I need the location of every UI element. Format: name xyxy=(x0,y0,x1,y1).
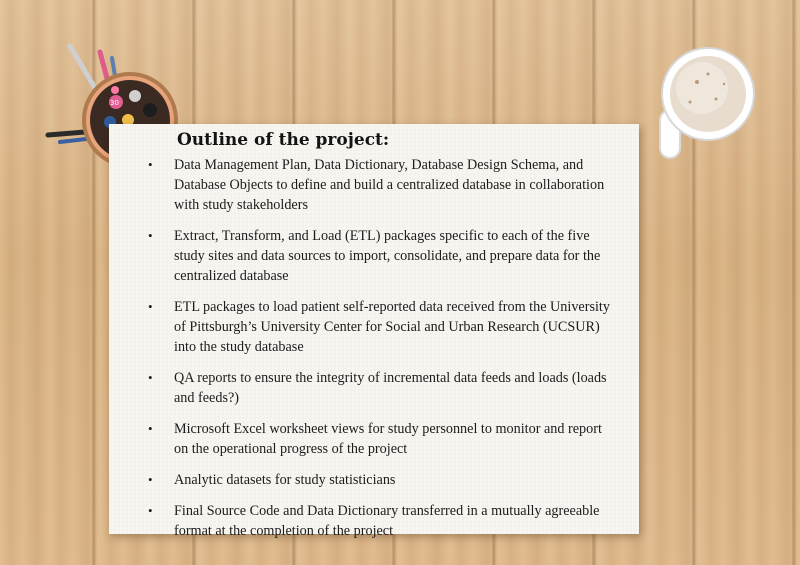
outline-title: Outline of the project: xyxy=(177,130,390,150)
bullet-icon: • xyxy=(148,421,153,436)
list-item xyxy=(149,297,615,357)
bullet-icon: • xyxy=(148,503,153,518)
bullet-icon: • xyxy=(148,370,153,385)
list-item-text: Analytic datasets for study statisticians xyxy=(174,472,396,488)
list-item xyxy=(149,368,615,408)
list-item-text: Extract, Transform, and Load (ETL) packages specific to each of the five study sites and data sources to import, consolidate, and prepare data for the centralized database xyxy=(174,228,601,284)
list-item xyxy=(149,155,615,215)
coffee-mug-icon xyxy=(650,44,765,164)
bullet-icon: • xyxy=(148,299,153,314)
list-item-text: Microsoft Excel worksheet views for study personnel to monitor and report on the operational progress of the project xyxy=(174,421,602,457)
list-item xyxy=(149,501,615,541)
list-item xyxy=(149,226,615,286)
list-item xyxy=(149,470,615,490)
list-item-text: Data Management Plan, Data Dictionary, Database Design Schema, and Database Objects to define and build a centralized database in collaboration with study stakeholders xyxy=(174,157,605,213)
bullet-icon: • xyxy=(148,228,153,243)
outline-card xyxy=(109,124,639,539)
list-item-text: QA reports to ensure the integrity of incremental data feeds and loads (loads and feeds?) xyxy=(174,370,607,406)
list-item-text: Final Source Code and Data Dictionary transferred in a mutually agreeable format at the completion of the project xyxy=(174,503,600,539)
outline-list xyxy=(149,155,615,541)
cup-label-30: 30 xyxy=(110,99,119,107)
list-item xyxy=(149,419,615,459)
bullet-icon: • xyxy=(148,472,153,487)
bullet-icon: • xyxy=(148,157,153,172)
list-item-text: ETL packages to load patient self-reported data received from the University of Pittsburgh’s University Center for Social and Urban Research (UCSUR) into the study database xyxy=(174,299,610,355)
